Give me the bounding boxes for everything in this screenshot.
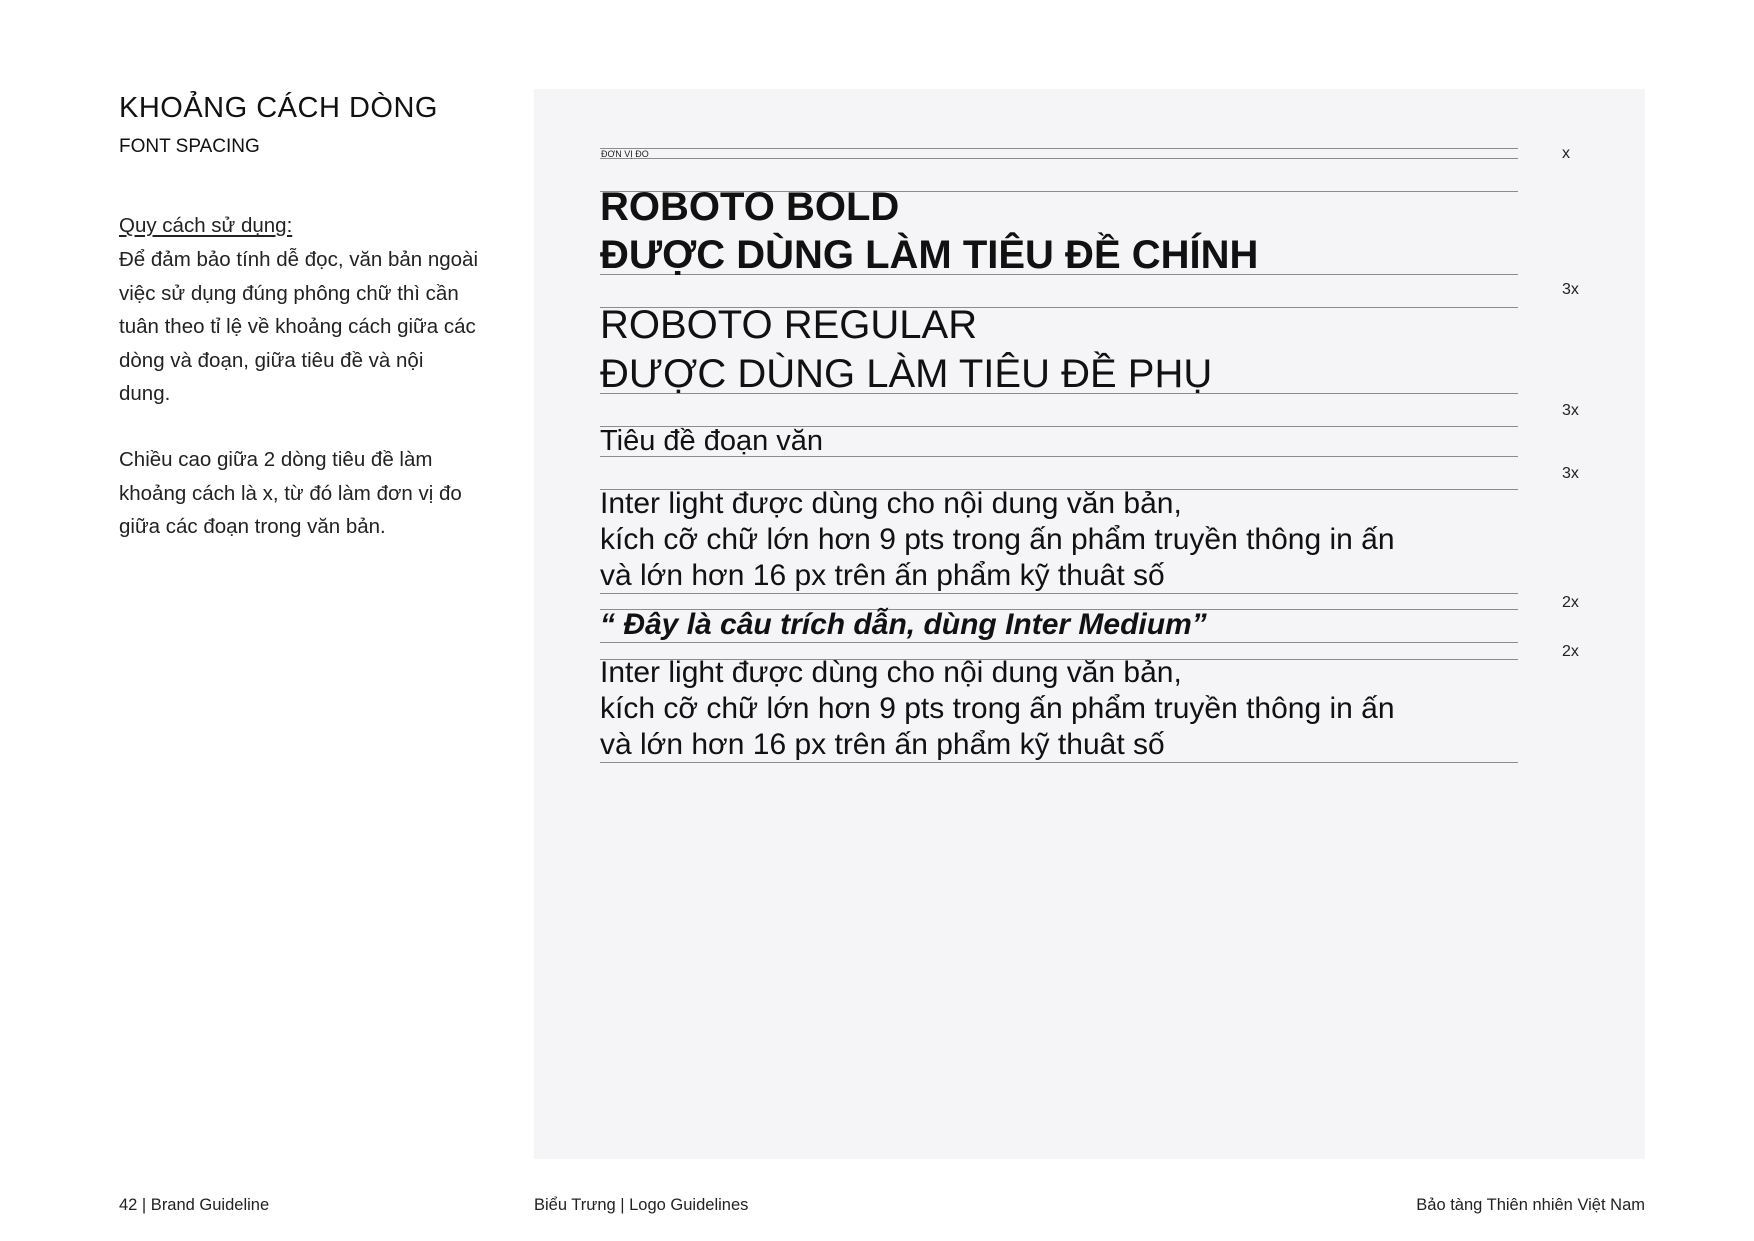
spacing-ratio-label: 2x [1562,643,1579,660]
spacing-ratio-label: 3x [1562,465,1579,482]
paragraph-heading-sample: Tiêu đề đoạn văn [600,425,824,457]
regular-title-line-2: ĐƯỢC DÙNG LÀM TIÊU ĐỀ PHỤ [600,352,1213,396]
guide-line [600,158,1518,159]
body-text-line: kích cỡ chữ lớn hơn 9 pts trong ấn phẩm truyền thông in ấn [600,692,1395,725]
spacing-ratio-label: 3x [1562,402,1579,419]
bold-title-line-1: ROBOTO BOLD [600,185,900,229]
quote-sample: “ Đây là câu trích dẫn, dùng Inter Medium” [600,608,1207,641]
guide-line [600,148,1518,149]
footer-section-label: Biểu Trưng | Logo Guidelines [534,1196,749,1214]
unit-label: ĐƠN VỊ ĐO [601,149,649,159]
spacing-ratio-label: x [1562,145,1570,162]
body-text-line: Inter light được dùng cho nội dung văn bản, [600,487,1182,520]
usage-paragraph: Để đảm bảo tính dễ đọc, văn bản ngoài việc sử dụng đúng phông chữ thì cần tuân theo tỉ lệ về khoảng cách giữa các dòng và đoạn, giữa tiêu đề và nội dung. [119,248,479,405]
page-title: KHOẢNG CÁCH DÒNG [119,92,438,124]
regular-title-line-1: ROBOTO REGULAR [600,303,978,347]
spacing-unit-paragraph: Chiều cao giữa 2 dòng tiêu đề làm khoảng cách là x, từ đó làm đơn vị đo giữa các đoạn trong văn bản. [119,448,462,538]
spacing-ratio-label: 2x [1562,594,1579,611]
bold-title-line-2: ĐƯỢC DÙNG LÀM TIÊU ĐỀ CHÍNH [600,233,1259,277]
body-text-line: kích cỡ chữ lớn hơn 9 pts trong ấn phẩm truyền thông in ấn [600,523,1395,556]
footer-organization-label: Bảo tàng Thiên nhiên Việt Nam [1416,1196,1645,1214]
footer-page-label: 42 | Brand Guideline [119,1196,270,1214]
page-subtitle: FONT SPACING [119,136,260,157]
body-text-line: Inter light được dùng cho nội dung văn bản, [600,656,1182,689]
body-text-line: và lớn hơn 16 px trên ấn phẩm kỹ thuât số [600,559,1165,592]
usage-heading: Quy cách sử dụng: [119,214,293,237]
body-text-line: và lớn hơn 16 px trên ấn phẩm kỹ thuât số [600,728,1165,761]
spacing-ratio-label: 3x [1562,281,1579,298]
